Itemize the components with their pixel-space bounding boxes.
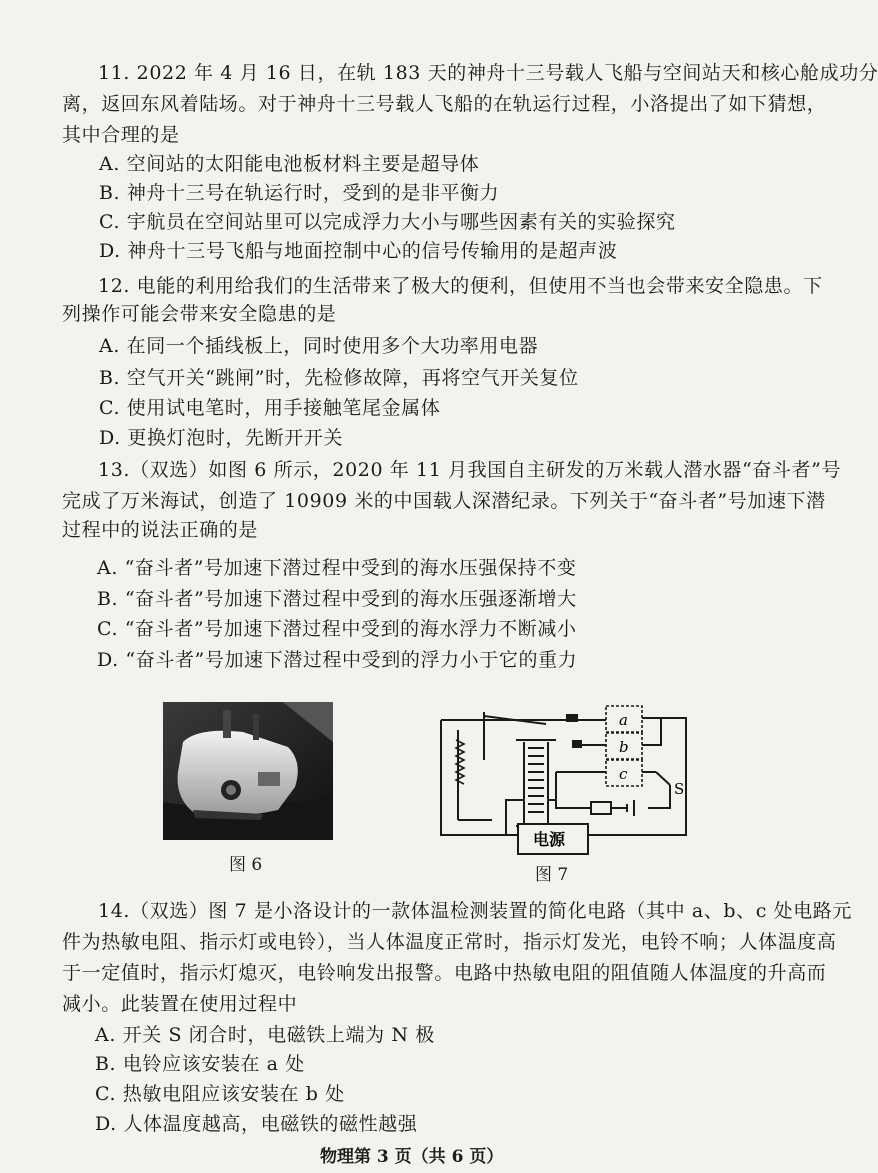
q12-option-c: C. 使用试电笔时，用手接触笔尾金属体 xyxy=(99,397,441,419)
q13-stem-line-2: 完成了万米海试，创造了 10909 米的中国载人深潜纪录。下列关于“奋斗者”号加速下潜 xyxy=(62,490,826,512)
q14-stem-line-1: 14.（双选）图 7 是小洛设计的一款体温检测装置的简化电路（其中 a、b、c 处电路元 xyxy=(98,900,852,922)
q13-option-a: A. “奋斗者”号加速下潜过程中受到的海水压强保持不变 xyxy=(97,557,577,579)
q11-stem-line-2: 离，返回东风着陆场。对于神舟十三号载人飞船的在轨运行过程，小洛提出了如下猜想， xyxy=(62,93,827,115)
q13-option-c: C. “奋斗者”号加速下潜过程中受到的海水浮力不断减小 xyxy=(97,618,577,640)
q14-option-d: D. 人体温度越高，电磁铁的磁性越强 xyxy=(95,1113,418,1135)
label-a: a xyxy=(619,711,628,729)
switch-s-label: S xyxy=(674,780,685,798)
fig6-caption: 图 6 xyxy=(229,855,263,875)
submersible-image xyxy=(163,702,333,840)
fig6-submersible-photo xyxy=(163,702,333,840)
power-supply-label: 电源 xyxy=(533,830,566,849)
q14-option-b: B. 电铃应该安装在 a 处 xyxy=(95,1053,305,1075)
q11-option-b: B. 神舟十三号在轨运行时，受到的是非平衡力 xyxy=(99,182,500,204)
q11-stem-line-3: 其中合理的是 xyxy=(62,124,180,146)
q12-option-d: D. 更换灯泡时，先断开开关 xyxy=(99,427,344,449)
q12-option-a: A. 在同一个插线板上，同时使用多个大功率用电器 xyxy=(99,335,539,357)
label-b: b xyxy=(619,738,629,756)
q12-stem-line-2: 列操作可能会带来安全隐患的是 xyxy=(62,303,337,325)
q11-option-a: A. 空间站的太阳能电池板材料主要是超导体 xyxy=(99,153,480,175)
page-footer: 物理第 3 页（共 6 页） xyxy=(320,1147,504,1167)
fig7-caption: 图 7 xyxy=(535,865,569,885)
q13-stem-line-1: 13.（双选）如图 6 所示，2020 年 11 月我国自主研发的万米载人潜水器“奋斗者”号 xyxy=(98,459,842,481)
q14-option-c: C. 热敏电阻应该安装在 b 处 xyxy=(95,1083,345,1105)
fig7-circuit-diagram xyxy=(436,700,691,860)
label-c: c xyxy=(619,765,628,783)
q14-stem-line-2: 件为热敏电阻、指示灯或电铃），当人体温度正常时，指示灯发光，电铃不响；人体温度高 xyxy=(62,931,837,953)
q13-option-b: B. “奋斗者”号加速下潜过程中受到的海水压强逐渐增大 xyxy=(97,588,577,610)
q13-option-d: D. “奋斗者”号加速下潜过程中受到的浮力小于它的重力 xyxy=(97,649,578,671)
q12-option-b: B. 空气开关“跳闸”时，先检修故障，再将空气开关复位 xyxy=(99,367,579,389)
q14-stem-line-3: 于一定值时，指示灯熄灭，电铃响发出报警。电路中热敏电阻的阻值随人体温度的升高而 xyxy=(62,962,827,984)
q14-stem-line-4: 减小。此装置在使用过程中 xyxy=(62,993,298,1015)
q11-option-c: C. 宇航员在空间站里可以完成浮力大小与哪些因素有关的实验探究 xyxy=(99,211,676,233)
q12-stem-line-1: 12. 电能的利用给我们的生活带来了极大的便利，但使用不当也会带来安全隐患。下 xyxy=(98,275,823,297)
q11-option-d: D. 神舟十三号飞船与地面控制中心的信号传输用的是超声波 xyxy=(99,240,618,262)
q11-stem-line-1: 11. 2022 年 4 月 16 日，在轨 183 天的神舟十三号载人飞船与空间站天和核心舱成功分 xyxy=(98,62,878,84)
q14-option-a: A. 开关 S 闭合时，电磁铁上端为 N 极 xyxy=(95,1024,435,1046)
q13-stem-line-3: 过程中的说法正确的是 xyxy=(62,519,259,541)
